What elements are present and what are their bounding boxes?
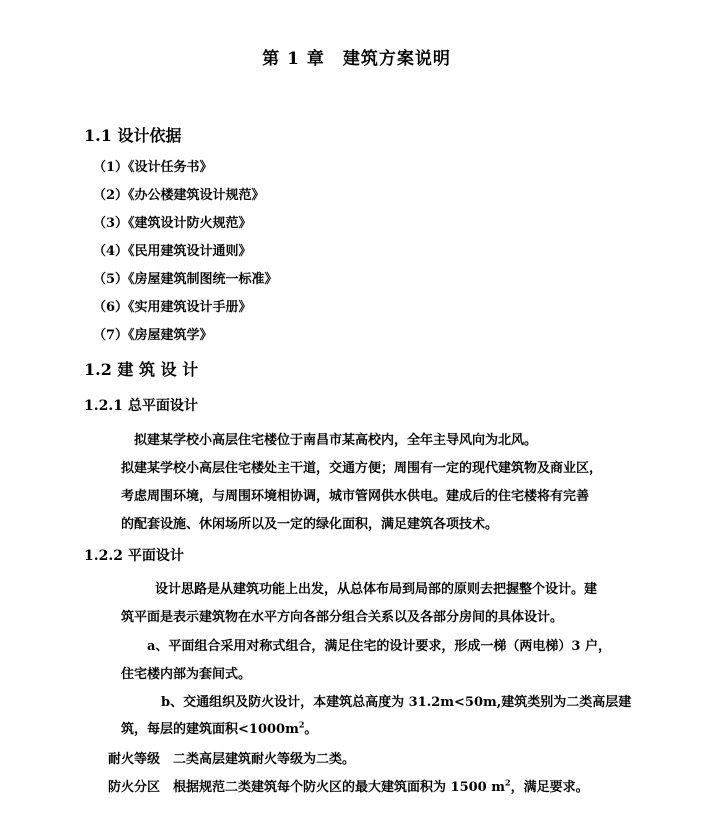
paragraph-line (121, 718, 317, 737)
floor-area-text: 筑，每层的建筑面积<1000m (121, 722, 299, 737)
paragraph-line: b、交通组织及防火设计，本建筑总高度为 31.2m<50m,建筑类别为二类高层建 (161, 695, 632, 710)
superscript-2: 2 (298, 719, 305, 730)
list-item: （3）《建筑设计防火规范》 (93, 216, 252, 231)
paragraph-line: a、平面组合采用对称式组合，满足住宅的设计要求，形成一梯（两电梯）3 户， (147, 639, 611, 654)
list-item: （2）《办公楼建筑设计规范》 (93, 188, 265, 203)
superscript-2: 2 (505, 777, 511, 788)
fire-zone-end: ，满足要求。 (510, 780, 589, 795)
paragraph-line: 住宅楼内部为套间式。 (121, 667, 252, 682)
floor-area-end: 。 (304, 722, 318, 737)
list-item: （7）《房屋建筑学》 (93, 328, 213, 343)
list-item: （4）《民用建筑设计通则》 (93, 244, 252, 259)
section-heading-1-2: 1.2 建 筑 设 计 (84, 360, 199, 379)
subsection-heading-1-2-1: 1.2.1 总平面设计 (84, 398, 198, 414)
section-heading-1-1: 1.1 设计依据 (84, 126, 182, 145)
subsection-heading-1-2-2: 1.2.2 平面设计 (84, 548, 184, 564)
fire-zone-line (108, 776, 589, 795)
paragraph-line: 考虑周围环境，与周围环境相协调，城市管网供水供电。建成后的住宅楼将有完善 (121, 489, 590, 504)
list-item: （6）《实用建筑设计手册》 (93, 300, 252, 315)
paragraph-line: 拟建某学校小高层住宅楼位于南昌市某高校内，全年主导风向为北风。 (134, 433, 538, 448)
list-item: （1）《设计任务书》 (93, 160, 213, 175)
chapter-title: 第 1 章 建筑方案说明 (262, 49, 451, 69)
paragraph-line: 的配套设施、休闲场所以及一定的绿化面积，满足建筑各项技术。 (121, 517, 499, 532)
paragraph-line: 筑平面是表示建筑物在水平方向各部分组合关系以及各部分房间的具体设计。 (121, 610, 564, 625)
fire-rating-line: 耐火等级 二类高层建筑耐火等级为二类。 (108, 752, 356, 767)
list-item: （5）《房屋建筑制图统一标准》 (93, 272, 278, 287)
paragraph-line: 设计思路是从建筑功能上出发，从总体布局到局部的原则去把握整个设计。建 (155, 582, 598, 597)
fire-zone-text: 防火分区 根据规范二类建筑每个防火区的最大建筑面积为 1500 m (108, 780, 505, 795)
paragraph-line: 拟建某学校小高层住宅楼处主干道，交通方便；周围有一定的现代建筑物及商业区， (121, 461, 603, 476)
